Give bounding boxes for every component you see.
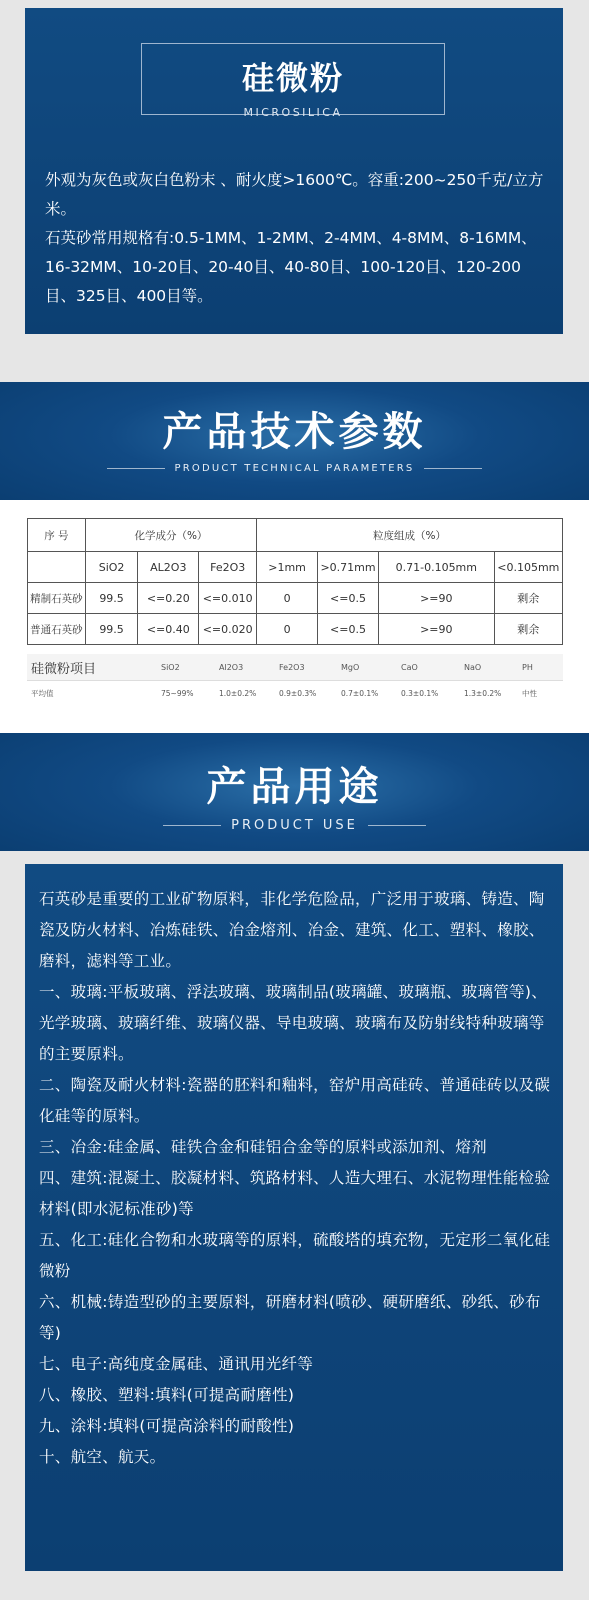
table-cell: 99.5 — [85, 583, 138, 614]
table-row — [28, 614, 563, 645]
use-item: 二、陶瓷及耐火材料:瓷器的胚料和釉料，窑炉用高硅砖、普通硅砖以及碳化硅等的原料。 — [39, 1076, 551, 1125]
column-header: SiO2 — [85, 552, 138, 583]
use-item: 八、橡胶、塑料:填料(可提高耐磨性) — [39, 1386, 295, 1404]
divider-line — [424, 468, 482, 469]
use-item: 九、涂料:填料(可提高涂料的耐酸性) — [39, 1417, 295, 1435]
micro-header: 硅微粉项目 — [27, 654, 157, 681]
use-item: 石英砂是重要的工业矿物原料，非化学危险品，广泛用于玻璃、铸造、陶瓷及防火材料、冶炼硅铁、冶金熔剂、冶金、建筑、化工、塑料、橡胶、磨料，滤料等工业。 — [39, 890, 545, 970]
intro-panel — [25, 8, 563, 334]
micro-cell: 0.7±0.1% — [341, 688, 379, 698]
row-label: 普通石英砂 — [28, 614, 86, 645]
table-cell: 0 — [257, 614, 318, 645]
intro-title: 硅微粉 — [241, 59, 344, 97]
micro-cell: 0.3±0.1% — [401, 688, 439, 698]
table-cell: 剩余 — [494, 614, 562, 645]
row-label: 精制石英砂 — [28, 583, 86, 614]
use-item: 六、机械:铸造型砂的主要原料，研磨材料(喷砂、硬研磨纸、砂纸、砂布等) — [39, 1293, 541, 1342]
use-item: 四、建筑:混凝土、胶凝材料、筑路材料、人造大理石、水泥物理性能检验材料(即水泥标准砂)等 — [39, 1169, 551, 1218]
table-cell: <=0.40 — [138, 614, 199, 645]
micro-header: PH — [518, 654, 563, 681]
table-cell: 0 — [257, 583, 318, 614]
table-cell: <=0.010 — [199, 583, 257, 614]
table-cell: <=0.020 — [199, 614, 257, 645]
micro-cell: 75~99% — [161, 688, 194, 698]
table-cell-empty — [28, 552, 86, 583]
divider-line — [107, 468, 165, 469]
uses-panel — [25, 864, 563, 1571]
table-cell: <=0.20 — [138, 583, 199, 614]
table-row — [27, 681, 563, 706]
divider-line — [368, 825, 426, 826]
use-banner — [0, 733, 589, 851]
use-item: 一、玻璃:平板玻璃、浮法玻璃、玻璃制品(玻璃罐、玻璃瓶、玻璃管等)、光学玻璃、玻璃纤维、玻璃仪器、导电玻璃、玻璃布及防射线特种玻璃等的主要原料。 — [39, 983, 548, 1063]
use-item: 十、航空、航天。 — [39, 1448, 166, 1466]
uses-text — [39, 884, 551, 1473]
micro-header: MgO — [337, 654, 397, 681]
micro-cell: 平均值 — [31, 688, 54, 698]
quartz-spec-table — [27, 518, 563, 645]
column-header: <0.105mm — [494, 552, 562, 583]
micro-header: NaO — [460, 654, 518, 681]
table-cell: >=90 — [379, 583, 495, 614]
header-granularity: 粒度组成（%） — [257, 519, 563, 552]
microsilica-table — [27, 654, 563, 705]
micro-header: CaO — [397, 654, 460, 681]
column-header: Fe2O3 — [199, 552, 257, 583]
column-header: >1mm — [257, 552, 318, 583]
micro-cell: 1.3±0.2% — [464, 688, 502, 698]
intro-paragraph: 石英砂常用规格有:0.5-1MM、1-2MM、2-4MM、4-8MM、8-16MM、16-32MM、10-20目、20-40目、40-80目、100-120目、120-200目、325目、400目等。 — [45, 229, 537, 305]
use-item: 五、化工:硅化合物和水玻璃等的原料，硫酸塔的填充物，无定形二氧化硅微粉 — [39, 1231, 551, 1280]
column-header: 0.71-0.105mm — [379, 552, 495, 583]
micro-header: SiO2 — [157, 654, 215, 681]
intro-title-box — [141, 43, 445, 119]
micro-cell: 中性 — [522, 688, 537, 698]
table-cell: <=0.5 — [318, 583, 379, 614]
params-banner — [0, 382, 589, 500]
micro-header: Al2O3 — [215, 654, 275, 681]
micro-cell: 1.0±0.2% — [219, 688, 257, 698]
table-cell: >=90 — [379, 614, 495, 645]
table-cell: 剩余 — [494, 583, 562, 614]
header-index: 序 号 — [28, 519, 86, 552]
intro-subtitle: MICROSILICA — [243, 106, 343, 119]
use-subtitle: PRODUCT USE — [231, 818, 358, 833]
column-header: AL2O3 — [138, 552, 199, 583]
table-row — [28, 583, 563, 614]
table-cell: <=0.5 — [318, 614, 379, 645]
params-subtitle: PRODUCT TECHNICAL PARAMETERS — [174, 463, 415, 474]
intro-paragraph: 外观为灰色或灰白色粉末 、耐火度>1600℃。容重:200~250千克/立方米。 — [45, 171, 544, 218]
use-title: 产品用途 — [206, 764, 383, 810]
intro-text — [45, 166, 551, 311]
divider-line — [163, 825, 221, 826]
table-cell: 99.5 — [85, 614, 138, 645]
micro-header: Fe2O3 — [275, 654, 337, 681]
micro-cell: 0.9±0.3% — [279, 688, 317, 698]
params-title: 产品技术参数 — [162, 409, 427, 455]
use-item: 七、电子:高纯度金属硅、通讯用光纤等 — [39, 1355, 314, 1373]
column-header: >0.71mm — [318, 552, 379, 583]
use-item: 三、冶金:硅金属、硅铁合金和硅铝合金等的原料或添加剂、熔剂 — [39, 1138, 487, 1156]
header-chemical: 化学成分（%） — [85, 519, 256, 552]
